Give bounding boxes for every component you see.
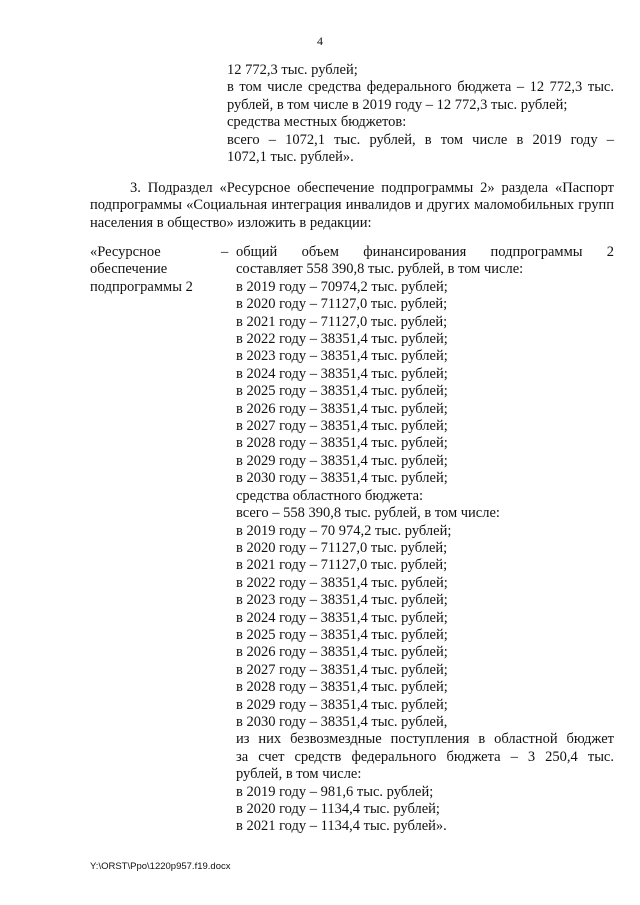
- funding-line: в 2022 году – 38351,4 тыс. рублей;: [236, 331, 448, 348]
- funding-line: в 2019 году – 70974,2 тыс. рублей;: [236, 278, 448, 295]
- funding-line: в 2021 году – 71127,0 тыс. рублей;: [236, 557, 448, 574]
- funding-line: всего – 558 390,8 тыс. рублей, в том числе:: [236, 505, 500, 522]
- funding-line: в 2019 году – 70 974,2 тыс. рублей;: [236, 522, 452, 539]
- funding-line: в 2029 году – 38351,4 тыс. рублей;: [236, 696, 448, 713]
- funding-line: в 2020 году – 71127,0 тыс. рублей;: [236, 296, 448, 313]
- text-line: всего – 1072,1 тыс. рублей, в том числе в 2019 году –: [227, 131, 614, 148]
- funding-line: в 2019 году – 981,6 тыс. рублей;: [236, 783, 434, 800]
- funding-line: в 2027 году – 38351,4 тыс. рублей;: [236, 661, 448, 678]
- funding-line: в 2025 году – 38351,4 тыс. рублей;: [236, 383, 448, 400]
- funding-line: в 2028 году – 38351,4 тыс. рублей;: [236, 435, 448, 452]
- resource-values-column: [236, 244, 614, 836]
- page-number: 4: [317, 34, 323, 48]
- funding-line: в 2024 году – 38351,4 тыс. рублей;: [236, 365, 448, 382]
- text-line: 1072,1 тыс. рублей».: [227, 149, 354, 166]
- funding-line: в 2030 году – 38351,4 тыс. рублей,: [236, 713, 448, 730]
- funding-line: за счет средств федерального бюджета – 3 250,4 тыс.: [236, 748, 614, 765]
- funding-line: из них безвозмездные поступления в областной бюджет: [236, 731, 614, 748]
- funding-line: в 2024 году – 38351,4 тыс. рублей;: [236, 609, 448, 626]
- funding-line: в 2023 году – 38351,4 тыс. рублей;: [236, 592, 448, 609]
- funding-line: в 2026 году – 38351,4 тыс. рублей;: [236, 644, 448, 661]
- funding-line: в 2020 году – 71127,0 тыс. рублей;: [236, 539, 448, 556]
- funding-line: составляет 558 390,8 тыс. рублей, в том числе:: [236, 261, 524, 278]
- section-paragraph-text: 3. Подраздел «Ресурсное обеспечение подпрограммы 2» раздела «Паспорт подпрограммы «Социальная интеграция инвалидов и других маломобильных групп населения в общество» изложить в редакции:: [90, 180, 614, 231]
- funding-line: в 2030 году – 38351,4 тыс. рублей;: [236, 470, 448, 487]
- funding-line: в 2028 году – 38351,4 тыс. рублей;: [236, 679, 448, 696]
- label-line: обеспечение: [90, 261, 168, 278]
- text-line: рублей, в том числе в 2019 году – 12 772,3 тыс. рублей;: [227, 96, 568, 113]
- funding-line: в 2021 году – 71127,0 тыс. рублей;: [236, 313, 448, 330]
- section-paragraph: [90, 180, 614, 232]
- funding-line: в 2023 году – 38351,4 тыс. рублей;: [236, 348, 448, 365]
- funding-line: средства областного бюджета:: [236, 487, 424, 504]
- document-file-path: Y:\ORST\Ppo\1220p957.f19.docx: [90, 861, 231, 872]
- funding-line: в 2021 году – 1134,4 тыс. рублей».: [236, 818, 447, 835]
- text-line: 12 772,3 тыс. рублей;: [227, 62, 358, 78]
- label-line: подпрограммы 2: [90, 278, 193, 295]
- funding-line: в 2022 году – 38351,4 тыс. рублей;: [236, 574, 448, 591]
- funding-line: рублей, в том числе:: [236, 766, 362, 783]
- funding-line: в 2027 году – 38351,4 тыс. рублей;: [236, 418, 448, 435]
- label-line: «Ресурсное: [90, 244, 161, 260]
- funding-line: в 2026 году – 38351,4 тыс. рублей;: [236, 400, 448, 417]
- text-line: средства местных бюджетов:: [227, 114, 407, 131]
- text-line: в том числе средства федерального бюджета – 12 772,3 тыс.: [227, 79, 614, 96]
- funding-line: в 2029 году – 38351,4 тыс. рублей;: [236, 452, 448, 469]
- resource-label-column: [90, 244, 220, 296]
- funding-line: общий объем финансирования подпрограммы 2: [236, 244, 614, 260]
- funding-line: в 2025 году – 38351,4 тыс. рублей;: [236, 626, 448, 643]
- budget-continuation-text: [227, 62, 614, 166]
- label-dash: –: [221, 244, 229, 260]
- funding-line: в 2020 году – 1134,4 тыс. рублей;: [236, 801, 440, 817]
